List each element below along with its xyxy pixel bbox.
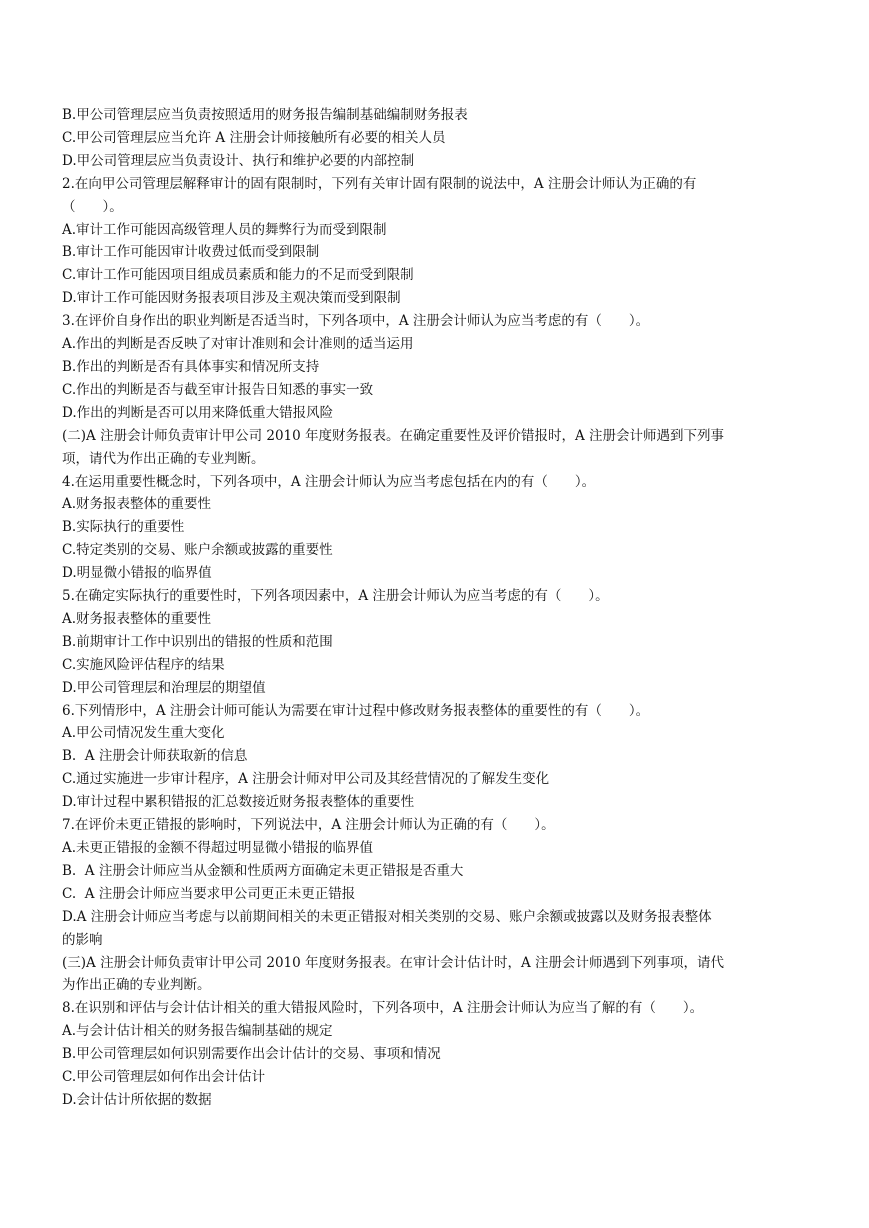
option-line: D.甲公司管理层应当负责设计、执行和维护必要的内部控制 [62, 152, 415, 169]
option-line: A.财务报表整体的重要性 [62, 496, 212, 513]
option-line: 的影响 [62, 931, 103, 948]
option-line: B.实际执行的重要性 [62, 519, 185, 536]
option-line: D.甲公司管理层和治理层的期望值 [62, 679, 266, 696]
option-line: B.前期审计工作中识别出的错报的性质和范围 [62, 633, 333, 650]
option-line: A.审计工作可能因高级管理人员的舞弊行为而受到限制 [62, 221, 387, 238]
option-line: B.审计工作可能因审计收费过低而受到限制 [62, 244, 320, 261]
option-line: C.甲公司管理层应当允许 A 注册会计师接触所有必要的相关人员 [62, 129, 446, 146]
question-line: 7.在评价未更正错报的影响时，下列说法中，A 注册会计师认为正确的有（ ）。 [62, 817, 555, 834]
option-line: D.作出的判断是否可以用来降低重大错报风险 [62, 404, 334, 421]
document-page [62, 104, 807, 1112]
option-line: A.甲公司情况发生重大变化 [62, 725, 225, 742]
option-line: C.实施风险评估程序的结果 [62, 656, 225, 673]
option-line: C.审计工作可能因项目组成员素质和能力的不足而受到限制 [62, 267, 414, 284]
option-line: C. A 注册会计师应当要求甲公司更正未更正错报 [62, 885, 356, 902]
question-line: （ ）。 [62, 198, 123, 215]
option-line: C.作出的判断是否与截至审计报告日知悉的事实一致 [62, 381, 374, 398]
question-line: 6.下列情形中，A 注册会计师可能认为需要在审计过程中修改财务报表整体的重要性的有（ ）。 [62, 702, 650, 719]
section-intro-line: 项，请代为作出正确的专业判断。 [62, 450, 265, 467]
option-line: B.作出的判断是否有具体事实和情况所支持 [62, 358, 320, 375]
option-line: C.甲公司管理层如何作出会计估计 [62, 1069, 266, 1086]
option-line: D.审计工作可能因财务报表项目涉及主观决策而受到限制 [62, 290, 401, 307]
option-line: D.会计估计所依据的数据 [62, 1091, 212, 1108]
option-line: B. A 注册会计师获取新的信息 [62, 748, 248, 765]
option-line: D.审计过程中累积错报的汇总数接近财务报表整体的重要性 [62, 794, 415, 811]
option-line: B.甲公司管理层如何识别需要作出会计估计的交易、事项和情况 [62, 1046, 441, 1063]
option-line: B.甲公司管理层应当负责按照适用的财务报告编制基础编制财务报表 [62, 107, 468, 123]
section-intro-line: (三)A 注册会计师负责审计甲公司 2010 年度财务报表。在审计会计估计时，A 注册会计师遇到下列事项，请代 [62, 954, 725, 971]
question-line: 8.在识别和评估与会计估计相关的重大错报风险时，下列各项中，A 注册会计师认为应当了解的有（ ）。 [62, 1000, 704, 1017]
option-line: D.明显微小错报的临界值 [62, 565, 212, 582]
question-line: 2.在向甲公司管理层解释审计的固有限制时，下列有关审计固有限制的说法中，A 注册会计师认为正确的有 [62, 175, 697, 192]
option-line: C.特定类别的交易、账户余额或披露的重要性 [62, 542, 333, 559]
option-line: A.财务报表整体的重要性 [62, 610, 212, 627]
option-line: B. A 注册会计师应当从金额和性质两方面确定未更正错报是否重大 [62, 862, 464, 879]
section-intro-line: (二)A 注册会计师负责审计甲公司 2010 年度财务报表。在确定重要性及评价错报时，A 注册会计师遇到下列事 [62, 427, 725, 444]
question-line: 3.在评价自身作出的职业判断是否适当时，下列各项中，A 注册会计师认为应当考虑的有（ ）。 [62, 313, 650, 330]
option-line: D.A 注册会计师应当考虑与以前期间相关的未更正错报对相关类别的交易、账户余额或披露以及财务报表整体 [62, 908, 712, 925]
option-line: A.未更正错报的金额不得超过明显微小错报的临界值 [62, 840, 374, 856]
question-line: 5.在确定实际执行的重要性时，下列各项因素中，A 注册会计师认为应当考虑的有（ ）。 [62, 588, 609, 605]
question-line: 4.在运用重要性概念时，下列各项中，A 注册会计师认为应当考虑包括在内的有（ ）。 [62, 473, 596, 490]
section-intro-line: 为作出正确的专业判断。 [62, 977, 211, 994]
option-line: A.与会计估计相关的财务报告编制基础的规定 [62, 1023, 333, 1040]
option-line: C.通过实施进一步审计程序，A 注册会计师对甲公司及其经营情况的了解发生变化 [62, 771, 550, 788]
option-line: A.作出的判断是否反映了对审计准则和会计准则的适当运用 [62, 336, 414, 353]
